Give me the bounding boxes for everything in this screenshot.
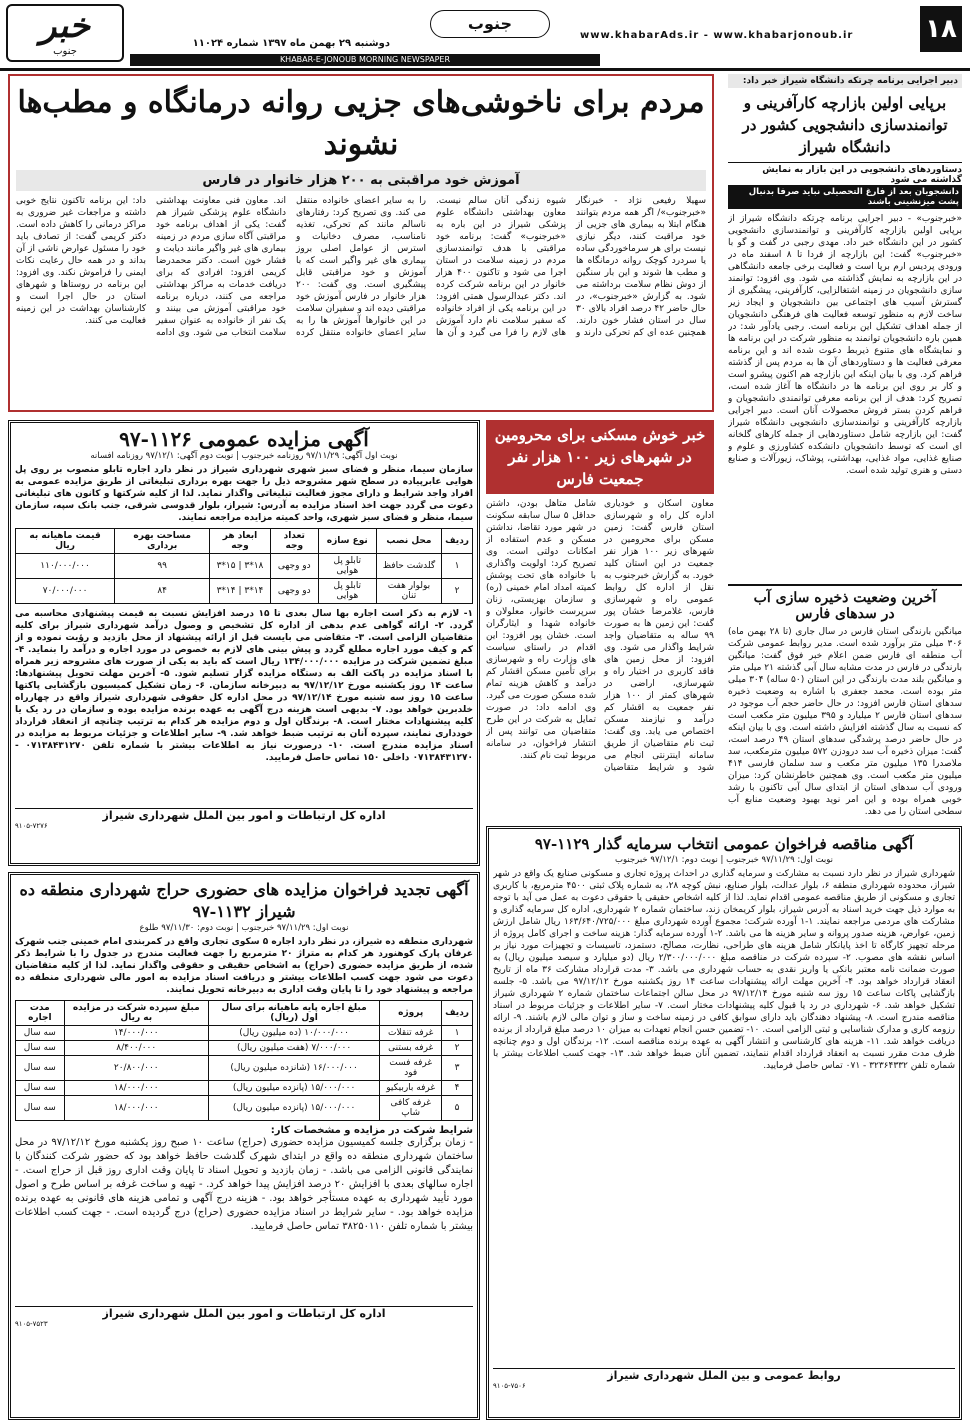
auction1-title: آگهی مزایده عمومی ۱۱۲۶-۹۷ [119,427,369,451]
auction2-intro: شهرداری منطقه ده شیراز، در نظر دارد اجاره ۵ سکوی تجاری واقع در کمربندی امام خمینی جنب شهرک عرفان پارک کوهنورد هر کدام به متراژ ۲۰ مترمربع را جهت فعالیت مندرج در جدول را با شرایط ذکر شده، از طریق مزایده حضوری (حراج) به اشخاص حقیقی و حقوقی واگذار نماید. لذا از کلیه متقاضیان دعوت می شود جهت کسب اطلاعات بیشتر و دریافت اسناد مزایده به امور مالی شهرداری منطقه ده مراجعه و پیشنهاد خود را تا پایان وقت اداری به دبیرخانه تحویل نمایند. [15,937,473,995]
auction1-intro: سازمان سیما، منظر و فضای سبز شهری شهرداری شیراز در نظر دارد اجاره تابلو منصوب بر روی پل هوایی عابرپیاده در سطح شهر مشروحه ذیل را جهت بهره برداری تبلیغاتی از طریق مزایده عمومی به افراد واجد شرایط و دارای مجوز فعالیت تبلیغاتی واگذار نماید. لذا از کلیه شرکتها و کانون های تبلیغاتی دعوت می گردد جهت اخذ اسناد مزایده به آدرس: شیراز، بلوار قدوسی شرقی، جنب بانک سپه، سازمان سیما، منظر و فضای سبز شهری، واحد کمیته مزایده مراجعه نمایند. [15,465,473,523]
col-header: نوع سازه [318,529,376,554]
article-body: «خبرجنوب» - دبیر اجرایی برنامه چرتکه دانشگاه شیراز از برپایی اولین بازارچه کارآفرینی و توانمندسازی دانشجویی کشور در این دانشگاه خبر داد. مهدی رجبی در گفت و گو با «خبرجنوب» گفت: این بازارچه از فردا تا ۸ اسفند ماه در ورودی پردیس ارم برپا است و فعالیت برخی جامعه دانشگاهی در این بازارچه به نمایش گذاشته می شود. وی افزود: توانمند سازی دانشجویان در زمینه اشتغالزایی، کارآفرینی، پیشگیری از گسترش آسیب های اجتماعی بین دانشجویان و ایجاد زیر ساخت لازم به منظور توسعه فعالیت های فرهنگی دانشجویان از جمله اهداف تشکیل این برنامه است. رجبی یادآور شد: در همین باره دانشجویان توانمند به منظور شرکت در این برنامه ها و نمایشگاه های متنوع ذیربط دعوت شده اند و این برنامه معرفی فعالیت ها و دستاوردهای آن ها به مردم پس از گذشته فراهم کرد. وی با بیان اینکه این بازارچه هم اکنون پیشرو است و کار بر روی این برنامه ها در دانشگاه ها آغاز شده است، تصریح کرد: هدف از این برنامه معرفی توانمندی دانشجویان و فراهم کردن بستر فروش محصولات آنان است. دبیر اجرایی بازارچه کارآفرینی و توانمندسازی دانشجویی دانشگاه شیراز گفت: این بازارچه شامل دستاوردهایی از جمله کارهای گلخانه ای است که توسط دانشجویان دانشکده کشاورزی و علوم و صنایع غذایی، مواد غذایی، بهداشتی، پوشاک، زیورآلات و صنایع دستی و هنری تولید شده است. [728,214,962,476]
auction1-code: ۹۱۰۵-۷۲۷۶ [15,822,48,830]
dim: ۱۴*۳ [244,586,264,596]
auction-ad-1132 [8,872,480,1420]
cell: سه سال [16,1081,65,1096]
cell: سه سال [16,1026,65,1041]
auction-ad-1126 [8,420,480,866]
table-row [16,579,473,604]
col-header: پروژه [380,1001,442,1026]
cell: تابلو پل هوایی [318,554,376,579]
cell: ۷/۰۰۰/۰۰۰ (هفت میلیون ریال) [208,1041,379,1056]
auction2-table [15,1000,473,1121]
cell: ۲ [442,579,473,604]
housing-body: معاون اسکان و خودیاری اداره کل راه و شهرسازی استان فارس گفت: زمین مسکن برای محرومین در شهرهای زیر ۱۰۰ هزار نفر جمعیت در این استان کلید خورد. به گزارش خبرجنوب به نقل از اداره کل روابط عمومی راه و شهرسازی فارس، غلامرضا خشان پور گفت: این زمین ها به صورت ۹۹ ساله به متقاضیان واجد شرایط واگذار می شود. وی افزود: از محل زمین های فاقد کاربری در اختیار راه و شهرسازی، اراضی در شهرهای کمتر از ۱۰۰ هزار نفر جمعیت به اقشار کم درآمد و نیازمند مسکن اختصاص می یابد. وی گفت: ثبت نام متقاضیان از طریق سامانه اینترنتی انجام می شود و شرایط متقاضیان شامل متاهل بودن، داشتن حداقل ۵ سال سابقه سکونت در شهر مورد تقاضا، نداشتن مسکن و عدم استفاده از امکانات دولتی است. وی تصریح کرد: اولویت واگذاری با خانواده های تحت پوشش کمیته امداد امام خمینی (ره) و سازمان بهزیستی، زنان سرپرست خانوار، معلولان و خانواده شهدا و ایثارگران است. خشان پور افزود: این اقدام در راستای سیاست های وزارت راه و شهرسازی برای تأمین مسکن اقشار کم درآمد و کاهش هزینه تمام شده مسکن صورت می گیرد. وی ادامه داد: در صورت تمایل به شرکت در این طرح متقاضیان می توانند پس از انتشار فراخوان، در سامانه مربوط ثبت نام کنند. [486,499,714,773]
subheadline-2: دانشجویان بعد از فارغ التحصیلی نباید صرفا بدنبال پشت میزنشینی باشند [728,185,962,209]
col-header: تعداد وجه [270,529,318,554]
cell: غرفه فست فود [380,1056,442,1081]
col-header: مدت اجاره [16,1001,65,1026]
tender-title: آگهی مناقصه فراخوان عمومی انتخاب سرمایه گذار ۱۱۲۹-۹۷ [534,835,914,853]
main-article [8,74,714,412]
dim: ۱۵*۳ [216,561,236,571]
table-row [16,554,473,579]
auction2-footer: اداره کل ارتباطات و امور بین الملل شهرداری شیراز [15,1306,473,1320]
tender-body: شهرداری شیراز در نظر دارد نسبت به مشارکت و سرمایه گذاری در احداث پروژه تجاری و مسکونی صنایع یک واقع در شهر شیراز، محدوده شهرداری منطقه ۶، بلوار عدالت، بلوار صنایع، نبش کوچه ۲۸، به شماره پلاک ثبتی ۴۵۰۰ مترمربع، با کاربری تجاری و مسکونی از طریق مناقصه عمومی اقدام نماید. لذا از کلیه اشخاص حقیقی یا حقوقی دعوت به عمل می آید با توجه به موارد ذیل جهت خرید اسناد به آدرس شیراز، بلوار کریمخان زند، ساختمان شماره ۲ شهرداری، اداره کل سرمایه گذاری و مشارکت های مردمی مراجعه نمایند. ۱-۱ آورده شرکت: مجموع آورده شهرداری مبلغ ۱۶۳/۶۴۰/۷۲۵/۰۰۰ ریال شامل ارزش زمین، عوارض، هزینه صدور پروانه و سایر هزینه ها می باشد. ۲-۱ آورده سرمایه گذار: هزینه ساخت و اجرای کامل پروژه از مرحله تجهیز کارگاه تا اخذ پایانکار شامل هزینه های طراحی، نظارت، مصالح، دستمزد، تاسیسات و تجهیزات مورد نیاز بر اساس نقشه های مصوب. ۲- سپرده شرکت در مناقصه مبلغ ۲/۳۰۰/۰۰۰/۰۰۰ ریال (دو میلیارد و سیصد میلیون ریال) به صورت ضمانت نامه معتبر بانکی یا واریز نقدی به حساب شهرداری می باشد. ۳- مدت قرارداد مشارکت ۳۶ ماه از تاریخ انعقاد قرارداد خواهد بود. ۴- آخرین مهلت ارائه پیشنهادات ساعت ۱۴ روز یکشنبه مورخ ۹۷/۱۲/۱۲ می باشد. ۵- جلسه بازگشایی پاکات ساعت ۱۵ روز سه شنبه مورخ ۹۷/۱۲/۱۴ در محل سالن اجتماعات ساختمان شماره ۲ شهرداری شیراز تشکیل خواهد شد. ۶- شهرداری در رد یا قبول کلیه پیشنهادات مختار است. ۷- سایر اطلاعات و جزئیات مربوط در اسناد مناقصه مندرج است. ۸- پیشنهاد دهندگان باید دارای سوابق کافی در زمینه ساخت و ساز و توان مالی لازم باشند. ۹- ارائه رزومه کاری و مدارک شناسایی و ثبتی الزامی است. ۱۰- تضمین حسن انجام تعهدات به میزان ۱۰ درصد مبلغ قرارداد از برنده دریافت خواهد شد. ۱۱- هزینه های کارشناسی و انتشار آگهی به عهده برنده مناقصه است. ۱۲- برندگان اول و دوم چنانچه ظرف مدت مقرر نسبت به انعقاد قرارداد اقدام ننمایند، تضمین آنان ضبط خواهد شد. ۱۳- جهت کسب اطلاعات بیشتر با شماره تلفن ۳۲۳۶۴۳۳۲ - ۰۷۱ تماس حاصل فرمایید. [493,869,955,1071]
cell: ۱۱۰/۰۰۰/۰۰۰ [16,554,115,579]
cell: ۱۶/۰۰۰/۰۰۰ (شانزده میلیون ریال) [208,1056,379,1081]
cell: دو وجهی [270,579,318,604]
table-row [16,1096,473,1121]
cell: ۱۴*۳ | ۱۴*۳ [210,579,271,604]
logo [6,4,124,62]
cell: ۱ [442,1026,473,1041]
cell: ۲۰/۸۰۰/۰۰۰ [64,1056,208,1081]
cell: ۳ [442,1056,473,1081]
main-headline: مردم برای ناخوشی‌های جزیی روانه درمانگاه و مطب‌ها نشوند [17,85,705,162]
col-header: محل نصب [376,529,441,554]
cell: ۴ [442,1081,473,1096]
logo-text: خبر [39,6,91,46]
cell: ۱۸/۰۰۰/۰۰۰ [64,1081,208,1096]
cell: ۱۵/۰۰۰/۰۰۰ (پانزده میلیون ریال) [208,1081,379,1096]
cell: گلدشت حافظ [376,554,441,579]
subheadline-1: دستاوردهای دانشجویی در این بازار به نمایش گذاشته می شود [728,162,962,185]
cell: سه سال [16,1041,65,1056]
auction2-code: ۹۱۰۵-۷۵۲۳ [15,1320,48,1328]
housing-news [486,420,714,820]
water-title: آخرین وضعیت ذخیره سازی آب [753,590,937,606]
col-header: قیمت ماهیانه به ریال [16,529,115,554]
table-row [16,1041,473,1056]
dim: ۱۴*۳ [216,586,236,596]
website-urls: www.khabarAds.ir - www.khabarjonoub.ir [580,30,854,41]
table-row [16,1081,473,1096]
cell: ۷۰/۰۰۰/۰۰۰ [16,579,115,604]
cell: ۱۵/۰۰۰/۰۰۰ (پانزده میلیون ریال) [208,1096,379,1121]
cell: سه سال [16,1056,65,1081]
auction1-footer: اداره کل ارتباطات و امور بین الملل شهرداری شیراز [15,808,473,822]
page-number: ۱۸ [920,6,962,52]
cell: ۱۸/۰۰۰/۰۰۰ [64,1096,208,1121]
col-header: مبلغ اجاره پایه ماهیانه برای سال اول (ریال) [208,1001,379,1026]
col-header: ردیف [442,529,473,554]
main-body: سهیلا رفیعی نژاد - خبرنگار «خبرجنوب»/ اگر همه مردم بتوانند هنگام ابتلا به بیماری های جزیی از خود مراقبت کنند، دیگر نیازی نیست برای هر سرماخوردگی ساده یا سردرد کوچک روانه درمانگاه ها و مطب ها شوند و این بار سنگین از دوش نظام سلامت برداشته می شود. به گزارش «خبرجنوب»، در حال حاضر ۴۲ درصد افراد بالای ۳۰ سال در استان فشار خون دارند. همچنین عده ای کم تحرکی دارند و شیوه زندگی آنان سالم نیست. معاون بهداشتی دانشگاه علوم پزشکی شیراز در این باره به «خبرجنوب» گفت: برنامه خود مراقبتی با هدف توانمندسازی مردم در زمینه سلامت در استان اجرا می شود و تاکنون ۴۰۰ هزار خانوار در این برنامه شرکت کرده اند. دکتر عبدالرسول همتی افزود: در این برنامه یکی از افراد خانواده که سفیر سلامت نام دارد آموزش های لازم را فرا می گیرد و آن ها را به سایر اعضای خانواده منتقل می کند. وی تصریح کرد: رفتارهای ناسالم مانند کم تحرکی، تغذیه نامناسب، مصرف دخانیات و استرس از عوامل اصلی بروز بیماری های غیر واگیر است که با آموزش و خود مراقبتی قابل پیشگیری است. وی گفت: ۲۰۰ هزار خانوار در فارس آموزش خود مراقبتی دیده اند و سفیران سلامت در این خانوارها آموزش ها را به سایر اعضای خانواده منتقل کرده اند. معاون فنی معاونت بهداشتی دانشگاه علوم پزشکی شیراز هم گفت: یکی از اهداف برنامه خود مراقبتی آگاه سازی مردم در زمینه بیماری های غیر واگیر مانند دیابت و فشار خون است. دکتر محمدرضا کریمی افزود: افرادی که برای دریافت خدمات به مراکز بهداشتی مراجعه می کنند، درباره برنامه خود مراقبتی آموزش می بینند و یک نفر از خانواده به عنوان سفیر سلامت انتخاب می شود. وی ادامه داد: این برنامه تاکنون نتایج خوبی داشته و مراجعات غیر ضروری به مراکز درمانی را کاهش داده است. دکتر کریمی گفت: از تصادف باید خود را مسئول عوارض ناشی از آن بداند و در همه حال رعایت نکات ایمنی را فراموش نکند. وی افزود: این برنامه در روستاها و شهرهای استان در حال اجرا است و کارشناسان بهداشت در این زمینه فعالیت می کنند. [16,196,706,338]
cell: ۱۴/۰۰۰/۰۰۰ [64,1026,208,1041]
table-header [16,529,473,554]
cell: تابلو پل هوایی [318,579,376,604]
kicker: دبیر اجرایی برنامه چرتکه دانشگاه شیراز خبر داد: [728,74,962,88]
auction2-conditions: - زمان برگزاری جلسه کمیسیون مزایده حضوری (حراج) ساعت ۱۰ صبح روز یکشنبه مورخ ۹۷/۱۲/۱۲ در محل ساختمان شهرداری منطقه ده واقع در ابتدای شهرک گلدشت حافظ خواهد بود که حضور شرکت کنندگان با نمایندگی قانونی الزامی می باشد. - زمان بازدید و تحویل اسناد تا پایان وقت اداری روز قبل از حراج است. - اجاره سالهای بعدی با افزایش ۲۰ درصد افزایش پیدا خواهد کرد. - تهیه و ساخت غرفه بر اساس طرح و اصول مورد تأیید شهرداری به عهده مستأجر خواهد بود. - هزینه درج آگهی و تمامی هزینه های قانونی به عهده برنده مزایده خواهد بود. - سایر شرایط در اسناد مزایده حضوری (حراج) درج گردیده است. - جهت کسب اطلاعات بیشتر با شماره تلفن ۳۸۲۵۰۱۱۰ تماس حاصل فرمایید. [15,1137,473,1232]
auction1-conditions: ۱- لازم به ذکر است اجاره بها سال بعدی تا ۱۵ درصد افزایش نسبت به قیمت پیشنهادی محاسبه می گردد. ۲- ارائه گواهی عدم بدهی از اداره کل تشخیص و وصول درآمد شهرداری شیراز برای کلیه متقاضیان الزامی است. ۳- متقاضی می بایست قبل از ارائه پیشنهاد از محل بازدید و رؤیت نموده و از کم و کیف مورد اجاره مطلع گردد و پیش بینی های لازم به خصوص در مورد اجاره و درآمد را بنماید. ۴- مبلغ تضمین شرکت در مزایده ۱۳۴/۰۰۰/۰۰۰ ریال است که باید به یکی از صورت های مشروحه زیر همراه با اسناد مزایده در پاکت الف به دستگاه مزایده گزار تسلیم شود. ۵- آخرین مهلت تحویل پیشنهادها: ساعت ۱۴ روز یکشنبه مورخ ۹۷/۱۲/۱۲ به دبیرخانه سازمان. ۶- زمان تشکیل کمیسیون بازگشایی پاکتها ساعت ۱۵ روز سه شنبه مورخ ۹۷/۱۲/۱۴ در محل اداره کل حقوقی شهرداری شیراز واقع در چهارراه خلدبرین خواهد بود. ۷- بدیهی است هزینه درج آگهی به عهده برنده مزایده بوده و سازمان در رد یک یا کلیه پیشنهادات مختار است. ۸- برندگان اول و دوم مزایده هر کدام به ترتیب چنانچه از انعقاد قرارداد خودداری نمایند، سپرده آنان به ترتیب ضبط خواهد شد. ۹- سایر اطلاعات و جزئیات مربوط به مزایده در اسناد مزایده مندرج است. ۱۰- درصورت نیاز به اطلاعات بیشتر با شماره تلفن ۰۷۱۳۸۴۳۱۲۷۰ - ۰۷۱۳۸۴۳۱۲۷۰ داخلی ۱۵۰ تماس حاصل فرمایید. [15,609,473,763]
cell: ۱۸*۳ | ۱۵*۳ [210,554,271,579]
cell: بولوار هفت تنان [376,579,441,604]
auction1-dates: نوبت اول آگهی: ۹۷/۱۱/۲۹ روزنامه خبرجنوب | نوبت دوم آگهی: ۹۷/۱۲/۱ روزنامه افسانه [90,451,398,461]
dim: ۱۸*۳ [244,561,264,571]
cell: ۵ [442,1096,473,1121]
cell: غرفه باربیکیو [380,1081,442,1096]
cell: دو وجهی [270,554,318,579]
table-row [16,1056,473,1081]
tender-dates: نوبت اول: ۹۷/۱۱/۲۹ خبرجنوب | نوبت دوم: ۹۷/۱۲/۱ خبرجنوب [614,855,834,865]
table-row [16,1026,473,1041]
col-header: مبلغ سپرده شرکت در مزایده به ریال [64,1001,208,1026]
tender-footer: روابط عمومی و بین الملل شهرداری شیراز [493,1368,955,1382]
auction2-dates: نوبت اول: ۹۷/۱۱/۲۹ خبرجنوب | نوبت دوم: ۹۷/۱۱/۳۰ طلوع [139,923,349,933]
cell: ۸۴ [115,579,210,604]
tender-code: ۹۱۰۵-۷۵۰۶ [493,1382,526,1390]
auction1-table [15,528,473,604]
cell: ۸/۴۰۰/۰۰۰ [64,1041,208,1056]
headline: برپایی اولین بازارچه کارآفرینی و توانمندسازی دانشجویی کشور در دانشگاه شیراز [742,94,948,156]
cell: غرفه بستنی [380,1041,442,1056]
header-rule [0,68,970,71]
auction2-title: آگهی تجدید فراخوان مزایده های حضوری حراج شهرداری منطقه ده شیراز ۱۱۳۲-۹۷ [19,880,469,921]
newspaper-subtitle: KHABAR-E-JONOUB MORNING NEWSPAPER [130,54,600,66]
main-subhead: آموزش خود مراقبتی به ۲۰۰ هزار خانوار در فارس [16,170,706,191]
water-subtitle: در سدهای فارس [795,606,895,622]
cell: سه سال [16,1096,65,1121]
logo-sub: جنوب [53,46,77,57]
col-header: ردیف [442,1001,473,1026]
issue-date: دوشنبه ۲۹ بهمن ماه ۱۳۹۷ شماره ۱۱۰۲۴ [192,38,390,49]
section-title: جنوب [430,10,550,38]
cell: ۱۰/۰۰۰/۰۰۰ (ده میلیون ریال) [208,1026,379,1041]
tender-ad-1129 [486,826,962,1420]
right-news-column [728,74,962,896]
housing-title: خبر خوش مسکنی برای محرومین در شهرهای زیر ۱۰۰ هزار نفر جمعیت فارس [486,420,714,494]
cell: غرفه کافی شاپ [380,1096,442,1121]
table-header [16,1001,473,1026]
cell: ۲ [442,1041,473,1056]
cell: غرفه تنقلات [380,1026,442,1041]
cell: ۱ [442,554,473,579]
water-body: میانگین بارندگی استان فارس در سال جاری (تا ۲۸ بهمن ماه) ۳۰۶ میلی متر برآورد شده است. مدیر روابط عمومی شرکت آب منطقه ای فارس ضمن اعلام خبر فوق گفت: میانگین بارندگی در فارس در مدت مشابه سال آبی گذشته ۲۱ میلی متر و میانگین بلند مدت بارندگی در این استان (۵۰ ساله) ۳۰۴ میلی متر بوده است. محمد جعفری با اشاره به وضعیت ذخیره سدهای استان فارس افزود: در حال حاضر حجم آب موجود در سدهای استان فارس ۲ میلیارد و ۳۹۵ میلیون متر مکعب است که نسبت به سال گذشته افزایش داشته است. وی با بیان اینکه در حال حاضر درصد پرشدگی سدهای استان ۴۹ درصد است، گفت: میزان ذخیره آب سد درودزن ۵۷۲ میلیون مترمکعب، سد ملاصدرا ۱۳۵ میلیون متر مکعب و سد سلمان فارسی ۴۱۴ میلیون متر مکعب است. وی همچنین خاطرنشان کرد: میزان ورودی آب سدهای استان از ابتدای سال آبی تاکنون با رشد خوبی همراه بوده و این امر نوید بهبود وضعیت منابع آب سطحی استان را می دهد. [728,627,962,817]
col-header: مساحت بهره برداری [115,529,210,554]
auction2-cond-title: شرایط شرکت در مزایده و مشخصات کار: [270,1125,473,1136]
cell: ۹۹ [115,554,210,579]
col-header: ابعاد هر وجه [210,529,271,554]
